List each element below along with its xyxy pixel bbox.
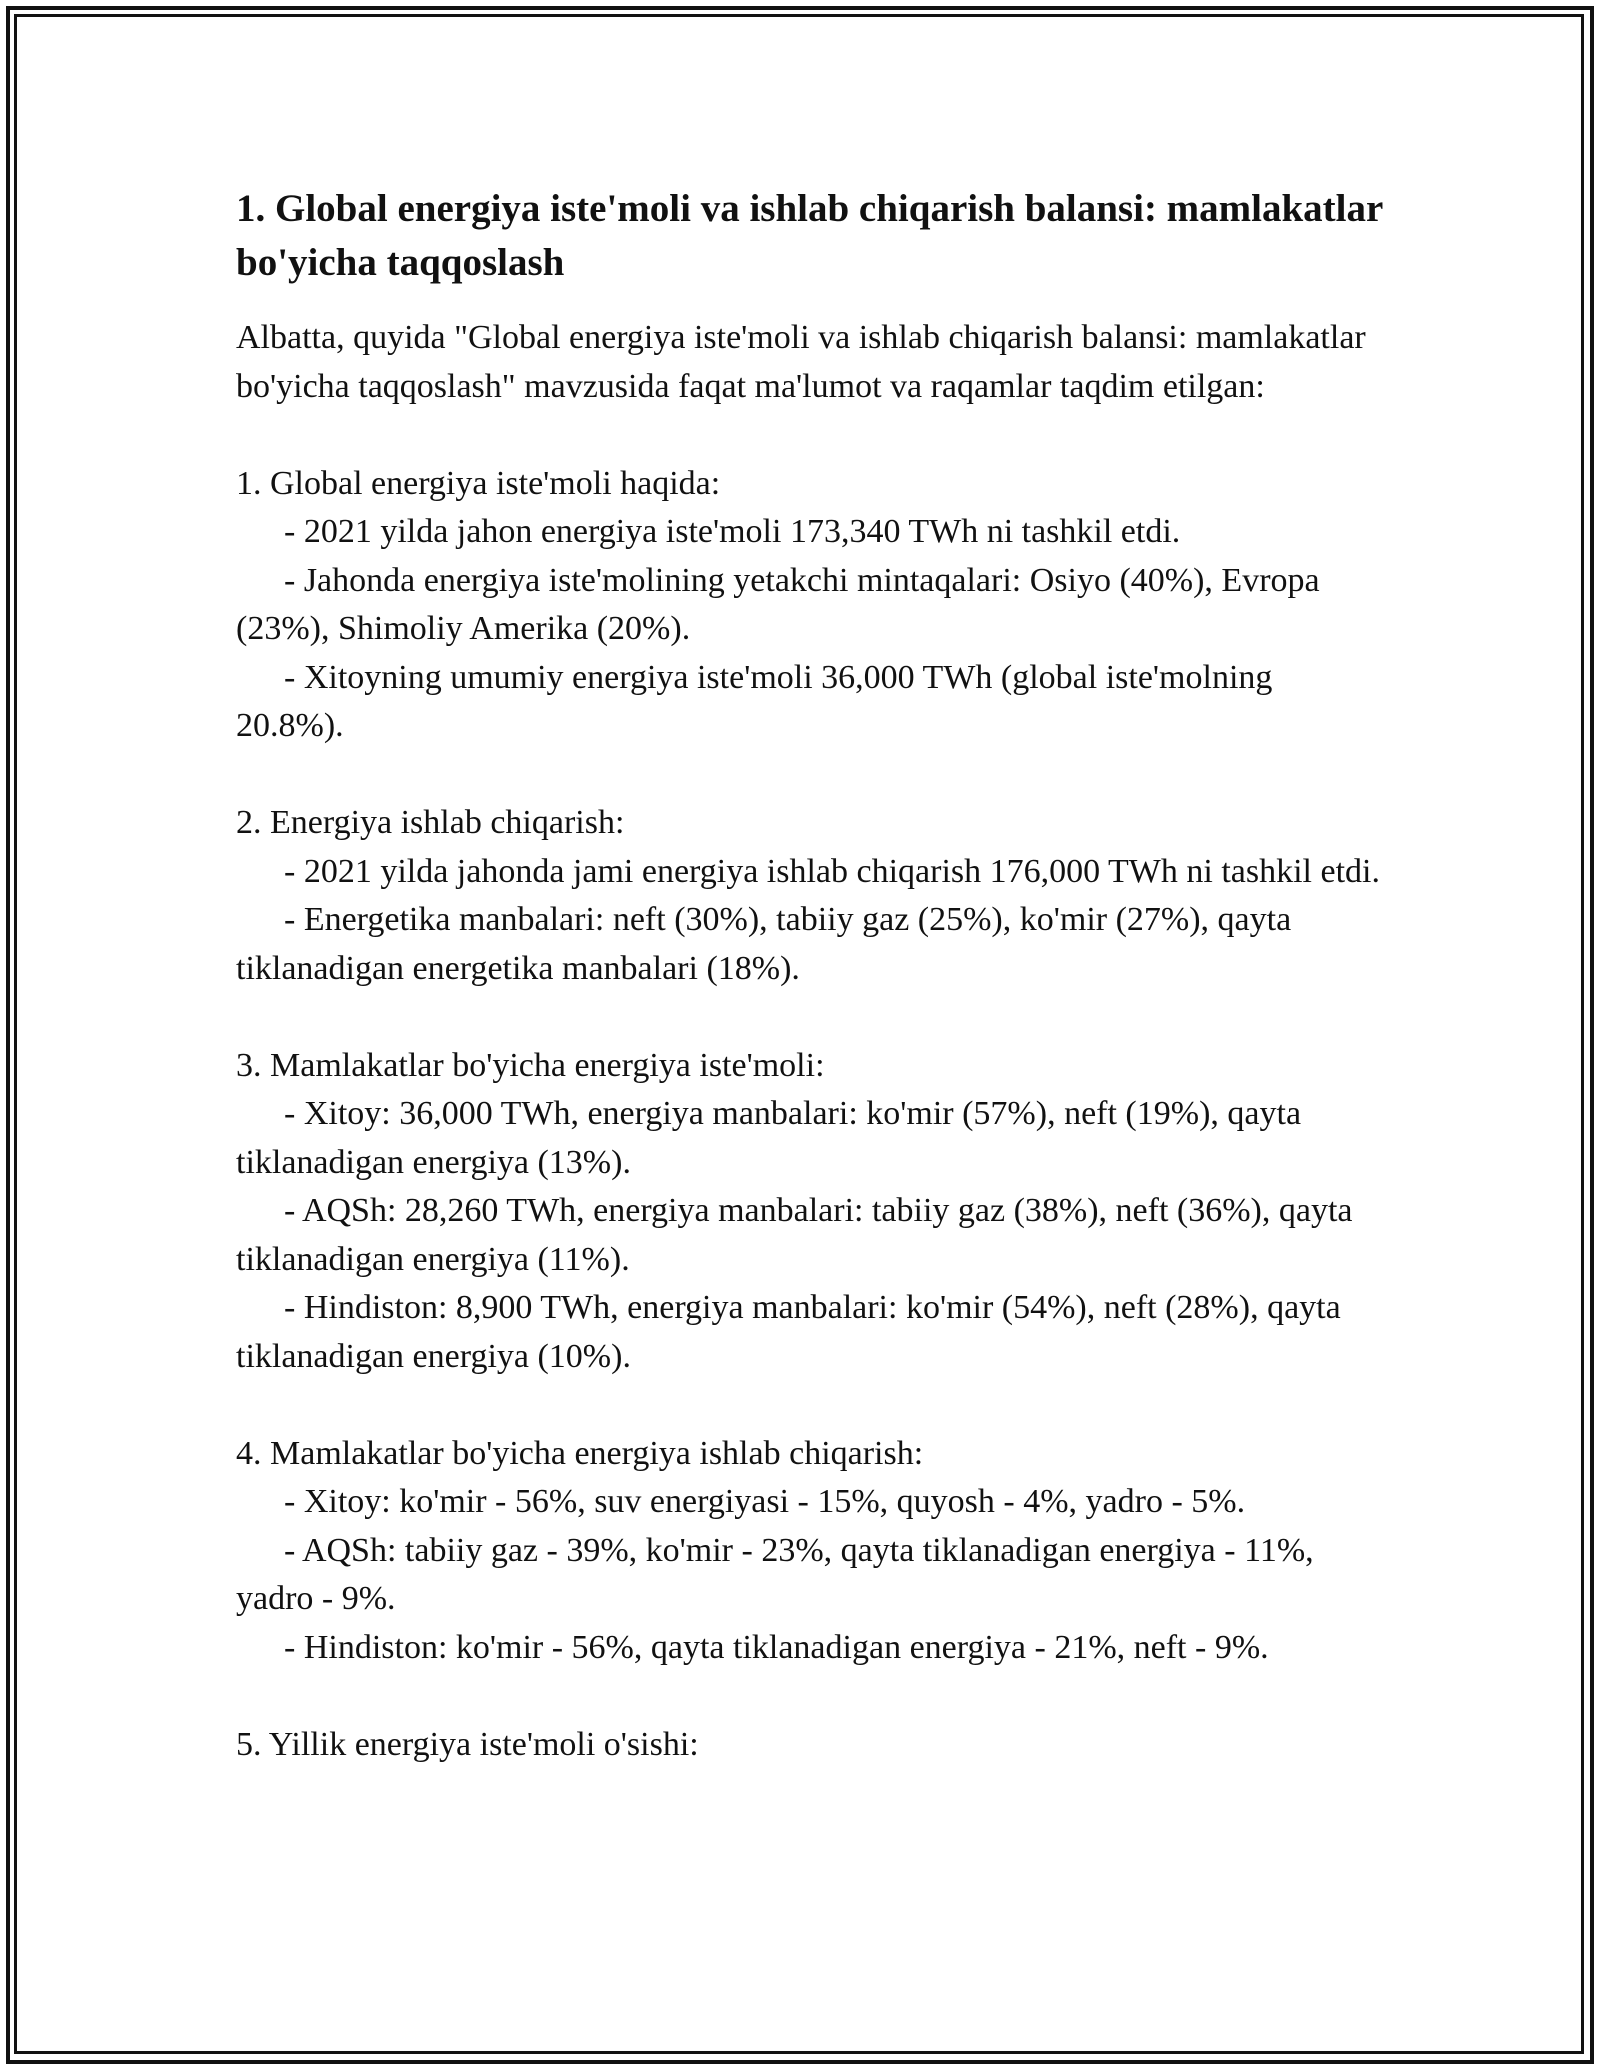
section-annual-growth (236, 1721, 1386, 1770)
bullet-item: - 2021 yilda jahon energiya iste'moli 173,340 TWh ni tashkil etdi. (284, 513, 1181, 550)
document-content (236, 182, 1386, 1769)
bullet-item: - AQSh: tabiiy gaz - 39%, ko'mir - 23%, qayta tiklanadigan energiya - 11%, yadro - 9%. (236, 1531, 1314, 1617)
bullet-item: - Xitoyning umumiy energiya iste'moli 36,000 TWh (global iste'molning 20.8%). (236, 658, 1273, 744)
section-heading: 3. Mamlakatlar bo'yicha energiya iste'moli: (236, 1046, 825, 1084)
intro-paragraph: Albatta, quyida "Global energiya iste'moli va ishlab chiqarish balansi: mamlakatlar bo'yicha taqqoslash" mavzusida faqat ma'lumot va raqamlar taqdim etilgan: (236, 319, 1366, 405)
bullet-item: - Hindiston: 8,900 TWh, energiya manbalari: ko'mir (54%), neft (28%), qayta tiklanadigan energiya (10%). (236, 1289, 1341, 1375)
document-title: 1. Global energiya iste'moli va ishlab chiqarish balansi: mamlakatlar bo'yicha taqqoslash (236, 187, 1383, 284)
bullet-item: - Energetika manbalari: neft (30%), tabiiy gaz (25%), ko'mir (27%), qayta tiklanadigan energetika manbalari (18%). (236, 901, 1292, 987)
bullet-item: - 2021 yilda jahonda jami energiya ishlab chiqarish 176,000 TWh ni tashkil etdi. (284, 852, 1380, 890)
section-heading: 2. Energiya ishlab chiqarish: (236, 804, 625, 841)
section-heading: 4. Mamlakatlar bo'yicha energiya ishlab chiqarish: (236, 1434, 924, 1472)
bullet-item: - Xitoy: ko'mir - 56%, suv energiyasi - 15%, quyosh - 4%, yadro - 5%. (284, 1483, 1246, 1520)
bullet-item: - Xitoy: 36,000 TWh, energiya manbalari: ko'mir (57%), neft (19%), qayta tiklanadigan energiya (13%). (236, 1095, 1302, 1181)
section-global-consumption (236, 460, 1386, 751)
document-body (236, 314, 1386, 1769)
section-heading: 1. Global energiya iste'moli haqida: (236, 464, 721, 502)
bullet-item: - AQSh: 28,260 TWh, energiya manbalari: tabiiy gaz (38%), neft (36%), qayta tiklanadigan energiya (11%). (236, 1192, 1353, 1278)
section-energy-production (236, 799, 1386, 993)
section-country-production (236, 1430, 1386, 1673)
bullet-item: - Hindiston: ko'mir - 56%, qayta tiklanadigan energiya - 21%, neft - 9%. (284, 1628, 1269, 1666)
bullet-item: - Jahonda energiya iste'molining yetakchi mintaqalari: Osiyo (40%), Evropa (23%), Shimoliy Amerika (20%). (236, 561, 1320, 647)
section-country-consumption (236, 1042, 1386, 1382)
section-heading: 5. Yillik energiya iste'moli o'sishi: (236, 1725, 699, 1763)
